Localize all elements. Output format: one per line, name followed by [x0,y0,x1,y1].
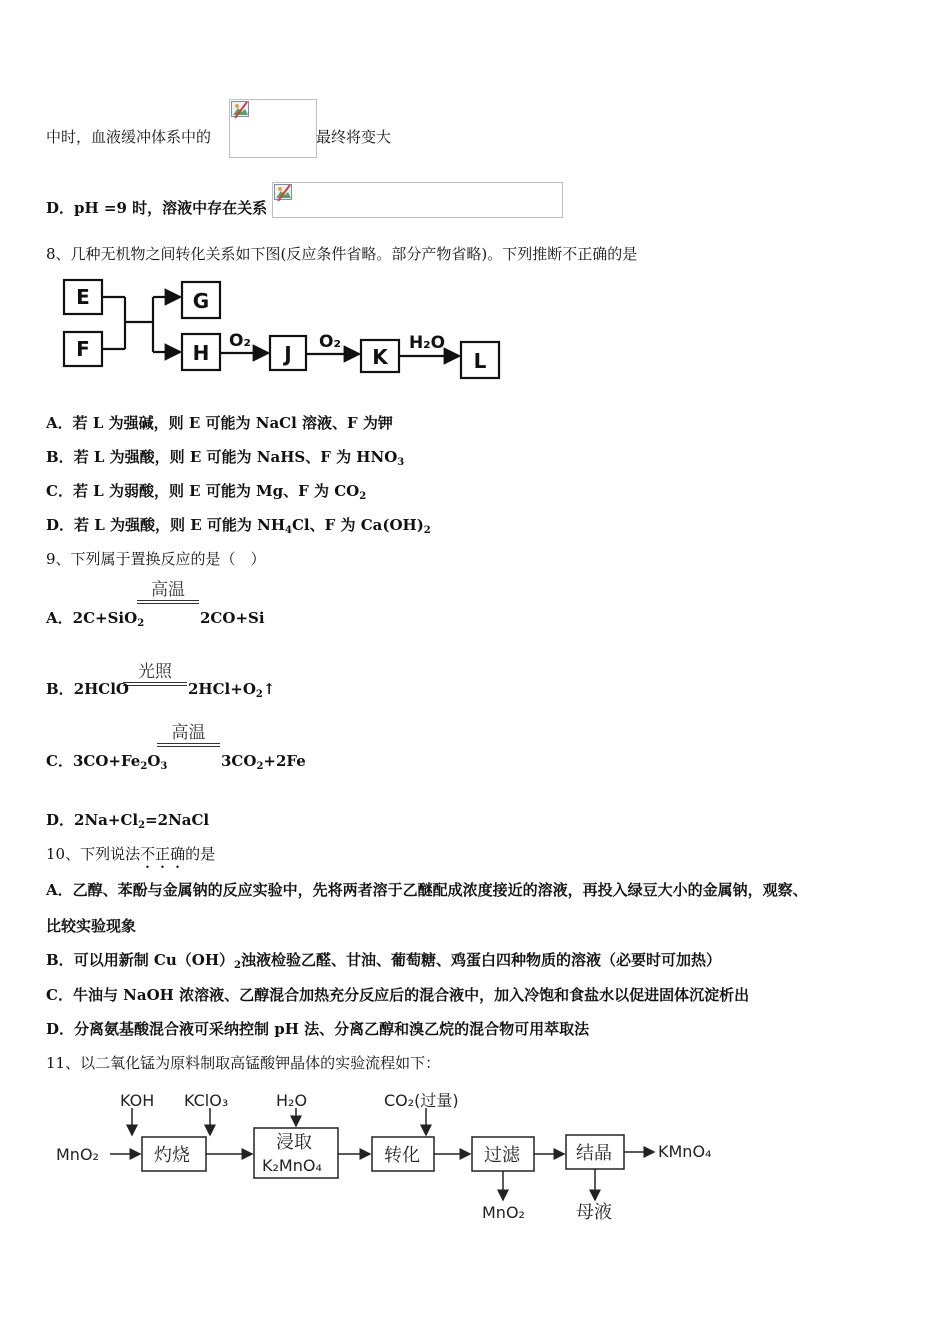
q10-option-a-text2: 比较实验现象 [46,917,137,935]
q8-option-a-text: 若 L 为强碱，则 E 可能为 NaCl 溶液、F 为钾 [72,414,393,432]
flow-input-koh: KOH [120,1091,155,1110]
q8-option-b [46,447,404,473]
flow-start: MnO₂ [56,1145,99,1164]
condition-text: 高温 [151,580,185,600]
q7-line1-post [316,127,391,147]
reactants: 3CO+Fe [72,752,141,770]
q10-stem-pre: 10、下列说法 [46,845,141,863]
broken-image-1 [229,99,317,158]
q10-option-b [46,950,721,976]
q10-stem [46,844,215,872]
broken-image-icon [274,184,294,202]
products: 2HCl+O [188,680,256,698]
subscript: 2 [138,820,146,831]
option-label: C． [46,986,73,1004]
q11-flow-diagram [50,1082,730,1232]
broken-image-2 [272,182,563,218]
q7-line1 [46,127,211,147]
q8-option-c-text: 若 L 为弱酸，则 E 可能为 Mg、F 为 CO [72,482,360,500]
flow-output-mno2: MnO₂ [482,1203,525,1222]
step-leach: 浸取 [276,1132,312,1153]
q9-a-condition [137,580,199,604]
option-label: A． [46,881,73,899]
option-label: A． [46,609,73,627]
q10-option-c [46,985,749,1005]
step-leach-product: K₂MnO₄ [262,1156,322,1175]
products: 3CO [221,752,257,770]
flow-output-mother-liquor: 母液 [576,1202,612,1223]
option-label: D． [46,199,75,217]
q9-option-d [46,810,209,836]
condition-text: 高温 [171,723,206,743]
node-h: H [192,341,210,365]
q7-line1-post-text: 最终将变大 [316,128,392,146]
q10-option-d-text: 分离氨基酸混合液可采纳控制 pH 法、分离乙醇和溴乙烷的混合物可用萃取法 [74,1020,590,1038]
reactants: 2C+SiO [72,609,138,627]
q10-stem-post: 的是 [185,845,216,863]
broken-image-icon [231,101,251,119]
flow-end: KMnO₄ [658,1142,712,1161]
node-k: K [372,345,388,369]
q9-option-a-rhs [200,608,265,628]
q9-option-b-rhs [188,679,275,705]
q9-c-condition [157,723,220,747]
step-crystal: 结晶 [576,1143,612,1164]
q9-stem [46,549,266,569]
q8-option-c [46,481,366,507]
q10-option-c-text: 牛油与 NaOH 浓溶液、乙醇混合加热充分反应后的混合液中，加入冷饱和食盐水以促进固体沉淀析出 [72,986,750,1004]
q11-stem-text: 11、以二氧化锰为原料制取高锰酸钾晶体的实验流程如下： [46,1054,441,1072]
q8-stem-text: 8、几种无机物之间转化关系如下图(反应条件省略。部分产物省略)。下列推断不正确的是 [46,245,638,263]
q9-stem-text: 9、下列属于置换反应的是（ ） [46,550,266,568]
step-burn: 灼烧 [154,1145,190,1166]
option-label: D． [46,516,75,534]
q10-option-d [46,1019,589,1039]
q7-option-d [46,198,267,218]
q11-stem [46,1053,440,1073]
option-label: D． [46,1020,75,1038]
q8-option-a [46,413,393,433]
equals-sign [123,682,187,686]
products-tail: +2Fe [263,752,306,770]
q8-option-d-text-b: Cl、F 为 Ca(OH) [291,516,424,534]
equation-b: =2NaCl [145,811,210,829]
q8-option-d-text: 若 L 为强酸，则 E 可能为 NH [74,516,285,534]
option-label: C． [46,752,73,770]
q8-stem [46,244,637,264]
q10-option-a-text1: 乙醇、苯酚与金属钠的反应实验中，先将两者溶于乙醚配成浓度接近的溶液，再投入绿豆大小的金属钠，观察、 [72,881,808,899]
subscript: 2 [359,491,367,502]
step-convert: 转化 [384,1145,420,1166]
q8-option-d [46,515,431,541]
q10-option-b-text-b: 浊液检验乙醛、甘油、葡萄糖、鸡蛋白四种物质的溶液（必要时可加热） [240,951,721,969]
subscript: 2 [140,761,148,772]
node-f: F [76,337,90,361]
subscript: 3 [397,457,405,468]
option-label: D． [46,811,75,829]
products: 2CO+Si [200,609,265,627]
option-label: B． [46,680,74,698]
option-label: C． [46,482,73,500]
reactants: 2HClO [73,680,129,698]
gas-arrow: ↑ [262,680,276,698]
equation-a: 2Na+Cl [74,811,139,829]
arrow-label-o2-1: O₂ [229,331,251,351]
step-filter: 过滤 [484,1145,520,1166]
subscript: 2 [423,525,431,536]
q8-conversion-diagram [55,272,515,387]
q9-b-condition [123,662,187,686]
q8-option-b-text: 若 L 为强酸，则 E 可能为 NaHS、F 为 HNO [73,448,398,466]
q9-option-c-rhs [221,751,306,777]
subscript: 2 [137,618,145,629]
subscript: 2 [255,689,263,700]
node-l: L [473,349,487,373]
q10-option-b-text-a: 可以用新制 Cu（OH） [73,951,234,969]
subscript: 2 [234,960,241,971]
q7-option-d-text: pH =9 时，溶液中存在关系 [74,199,268,217]
reactants-mid: O [147,752,161,770]
option-label: B． [46,448,74,466]
condition-text: 光照 [138,662,172,682]
q10-stem-emphasis: 不正确 [140,845,186,863]
node-g: G [192,289,210,313]
flow-input-kclo3: KClO₃ [184,1091,229,1110]
q9-option-b [46,679,129,699]
subscript: 4 [285,525,292,536]
node-e: E [76,285,90,309]
q10-option-a [46,880,808,900]
q7-line1-pre: 中时，血液缓冲体系中的 [46,128,212,146]
subscript: 3 [160,761,168,772]
equals-sign [157,743,220,747]
option-label: B． [46,951,74,969]
q9-option-a [46,608,144,634]
arrow-label-o2-2: O₂ [319,332,341,352]
q10-option-a-cont [46,916,136,936]
flow-input-co2: CO₂(过量) [384,1091,459,1110]
node-j: J [284,342,292,366]
q9-option-c [46,751,167,777]
option-label: A． [46,414,73,432]
equals-sign [137,600,199,604]
subscript: 2 [256,761,264,772]
flow-input-h2o: H₂O [276,1091,308,1110]
arrow-label-h2o: H₂O [408,333,446,353]
